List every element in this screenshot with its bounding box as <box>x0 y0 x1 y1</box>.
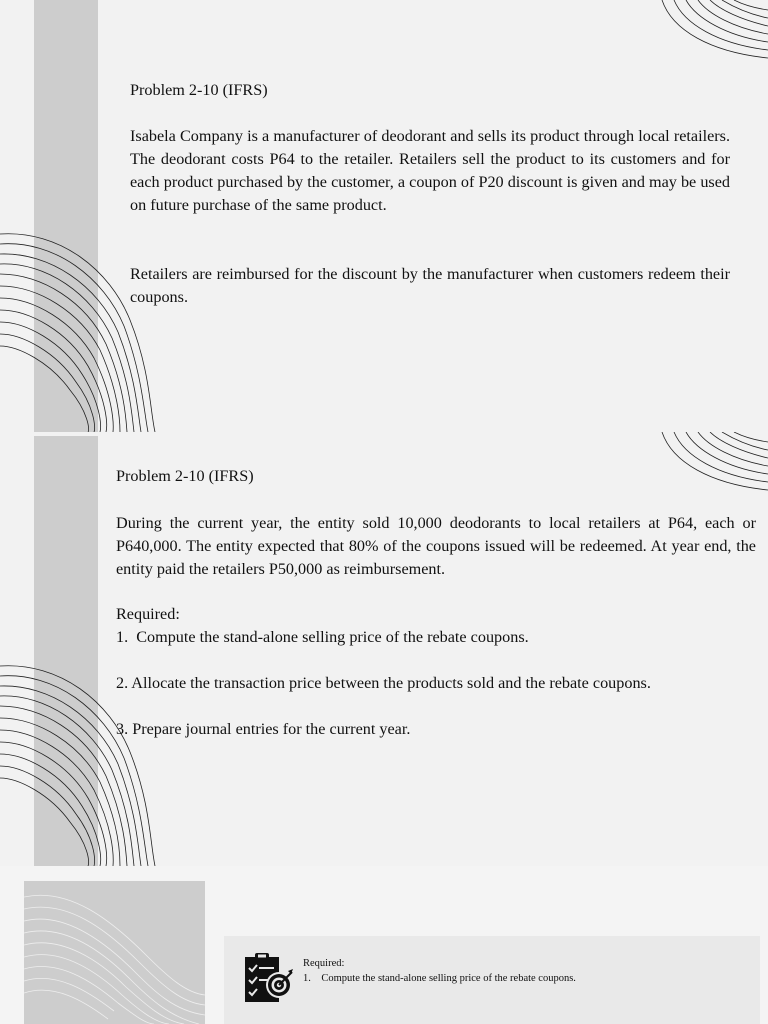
required-item-1: 1. Compute the stand-alone selling price of the rebate coupons. <box>116 628 529 646</box>
decorative-bar <box>34 0 98 432</box>
wave-lines-corner-decoration <box>660 0 768 70</box>
required-item-3: 3. Prepare journal entries for the current year. <box>116 720 411 738</box>
clipboard-target-icon <box>244 952 294 1004</box>
required-label: Required: <box>116 605 180 623</box>
problem-paragraph-1: Isabela Company is a manufacturer of deodorant and sells its product through local retailers. The deodorant costs P64 to the retailer. Retailers sell the product to its customers and for each product purchased by the customer, a coupon of P20 discount is given and may be used on future purchase of the same product. <box>130 127 730 214</box>
required-item-1: 1. Compute the stand-alone selling price of the rebate coupons. <box>303 973 576 984</box>
problem-paragraph: During the current year, the entity sold 10,000 deodorants to local retailers at P64, each or P640,000. The entity expected that 80% of the coupons issued will be redeemed. At year end, the entity paid the retailers P50,000 as reimbursement. <box>116 514 756 578</box>
required-card <box>224 936 760 1024</box>
required-item-2: 2. Allocate the transaction price between the products sold and the rebate coupons. <box>116 674 651 692</box>
required-label: Required: <box>303 958 345 969</box>
slide-3 <box>0 866 768 1024</box>
decorative-bar <box>34 432 98 866</box>
slide-2 <box>0 432 768 866</box>
problem-title: Problem 2-10 (IFRS) <box>116 467 254 485</box>
decorative-block <box>24 881 205 1024</box>
problem-paragraph-2: Retailers are reimbursed for the discount by the manufacturer when customers redeem their coupons. <box>130 265 730 306</box>
bar-gap <box>34 432 98 436</box>
problem-title: Problem 2-10 (IFRS) <box>130 81 268 99</box>
required-card-text <box>303 956 576 986</box>
slide-1 <box>0 0 768 432</box>
